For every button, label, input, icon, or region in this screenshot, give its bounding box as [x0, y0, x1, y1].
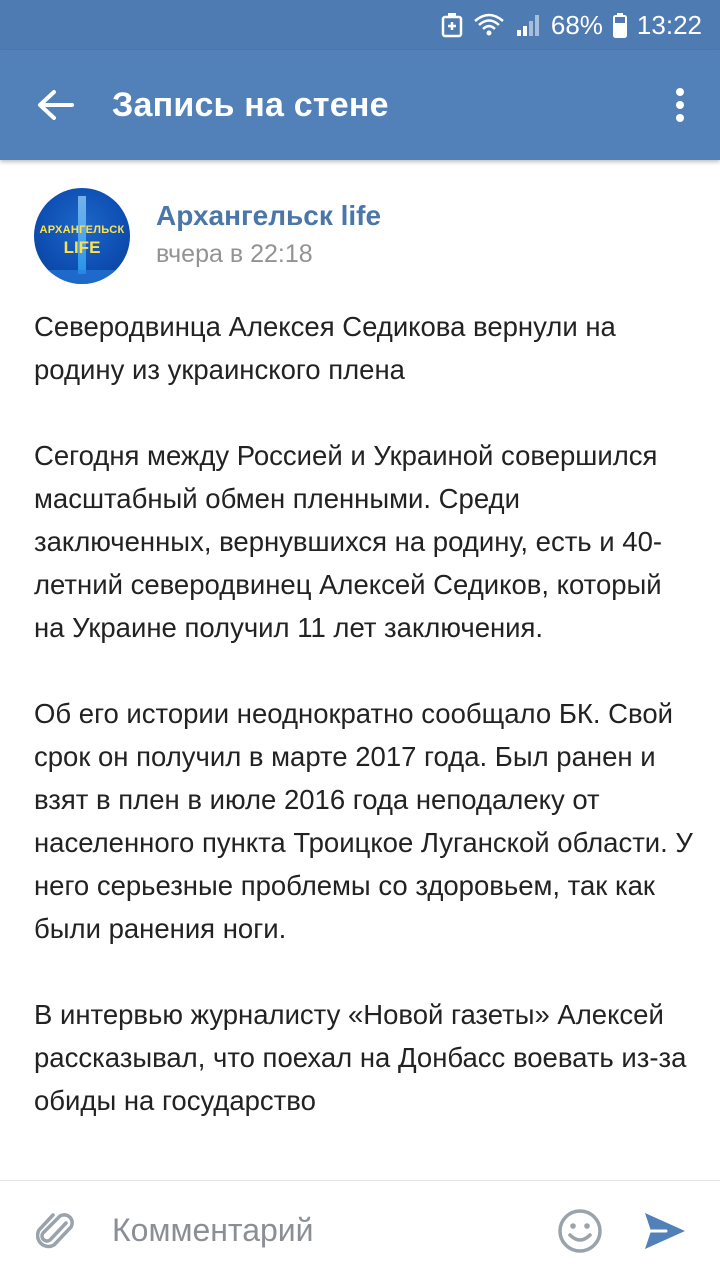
- page-title: Запись на стене: [112, 85, 389, 124]
- overflow-menu-button[interactable]: [640, 50, 720, 160]
- arrow-left-icon: [36, 89, 76, 121]
- send-icon: [642, 1210, 688, 1252]
- post-paragraph: Северодвинца Алексея Седикова вернули на родину из украинского плена: [34, 311, 616, 385]
- smiley-icon: [557, 1208, 603, 1254]
- post-timestamp[interactable]: вчера в 22:18: [156, 240, 313, 268]
- post-paragraph: Сегодня между Россией и Украиной совершился масштабный обмен пленными. Среди заключенных, вернувшихся на родину, есть и 40-летний северодвинец Алексей Седиков, который на Украине получил 11 лет заключения.: [34, 440, 663, 643]
- wifi-icon: [473, 12, 505, 38]
- battery-icon: [613, 12, 627, 38]
- avatar-logo-subtext: LIFE: [63, 238, 101, 257]
- avatar[interactable]: [34, 188, 130, 284]
- attach-button[interactable]: [0, 1181, 112, 1281]
- clock: 13:22: [636, 9, 702, 40]
- avatar-logo-text: АРХАНГЕЛЬСК: [39, 224, 125, 236]
- comment-composer: [0, 1180, 720, 1280]
- post-header: [34, 188, 381, 284]
- avatar-ground-graphic: [34, 270, 130, 284]
- comment-input[interactable]: [112, 1201, 540, 1261]
- post-paragraph: В интервью журналисту «Новой газеты» Алексей рассказывал, что поехал на Донбасс воевать из-за обиды на государство: [34, 999, 687, 1116]
- signal-icon: [515, 12, 541, 38]
- send-button[interactable]: [620, 1181, 710, 1281]
- paperclip-icon: [36, 1209, 76, 1253]
- battery-percent: 68%: [550, 9, 603, 40]
- data-saver-icon: [441, 12, 463, 38]
- status-bar: [0, 0, 720, 50]
- more-vertical-icon: [675, 87, 685, 123]
- post-content: [0, 160, 720, 1180]
- post-author-link[interactable]: Архангельск life: [156, 200, 382, 231]
- app-toolbar: [0, 50, 720, 160]
- post-text: [34, 305, 694, 1165]
- back-button[interactable]: [0, 50, 112, 160]
- post-paragraph: Об его истории неоднократно сообщало БК. Свой срок он получил в марте 2017 года. Был ранен и взят в плен в июле 2016 года неподалеку от населенного пункта Троицкое Луганской области. У него серьезные проблемы со здоровьем, так как были ранения ноги.: [34, 698, 693, 944]
- post-meta: [156, 198, 381, 274]
- emoji-button[interactable]: [540, 1181, 620, 1281]
